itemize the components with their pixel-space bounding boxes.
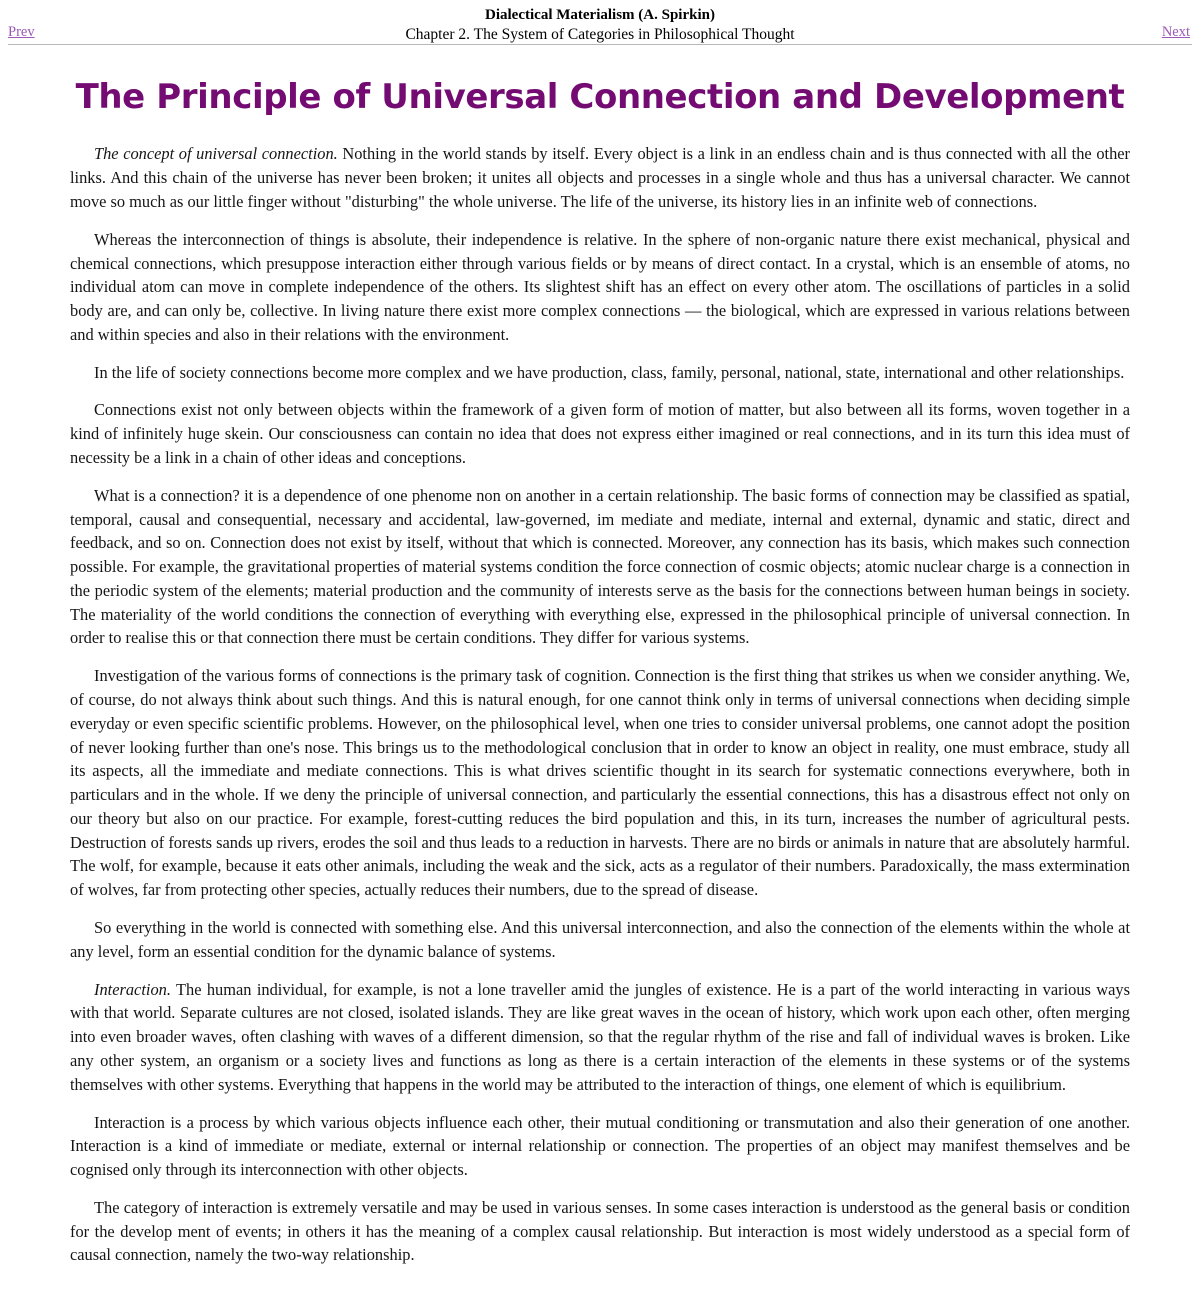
body-paragraph — [70, 361, 1130, 385]
paragraph-text: So everything in the world is connected with something else. And this universal interconnection, and also the connection of the elements within the whole at any level, form an essential condition for the dynamic balance of systems. — [70, 918, 1130, 961]
paragraph-text: Interaction is a process by which various objects influence each other, their mutual conditioning or transmutation and also their generation of one another. Interaction is a kind of immediate or mediate, external or internal relationship or connection. The properties of an object may manifest themselves and be cognised only through its interconnection with other objects. — [70, 1112, 1130, 1180]
chapter-navigation-bar — [0, 0, 1200, 43]
page-title: The Principle of Universal Connection and Development — [75, 77, 1125, 117]
body-paragraph — [70, 142, 1130, 213]
paragraph-text: Connections exist not only between objects within the framework of a given form of motion of matter, but also between all its forms, woven together in a kind of infinitely huge skein. Our consciousness can contain no idea that does not express either imagined or real connections, and in its turn this idea must of necessity be a link in a chain of other ideas and conceptions. — [70, 400, 1130, 467]
book-title: Dialectical Materialism (A. Spirkin) — [485, 7, 715, 23]
body-paragraph — [70, 978, 1130, 1097]
paragraph-lead-in: The concept of universal connection. — [94, 144, 338, 164]
body-paragraph — [70, 1196, 1130, 1267]
header-titles — [0, 6, 1200, 44]
body-paragraph — [70, 484, 1130, 650]
paragraph-text: In the life of society connections become more complex and we have production, class, family, personal, national, state, international and other relationships. — [94, 362, 1125, 382]
article-body — [70, 142, 1130, 1311]
paragraph-lead-in: Interaction. — [94, 979, 171, 999]
body-paragraph — [70, 228, 1130, 347]
paragraph-text: Whereas the interconnection of things is absolute, their independence is relative. In the sphere of non-organic nature there exist mechanical, physical and chemical connections, which presuppose interaction either through various fields or by means of direct contact. In a crystal, which is an ensemble of atoms, no individual atom can move in complete independence of the others. Its slightest shift has an effect on every other atom. The oscillations of particles in a solid body are, and can only be, collective. In living nature there exist more complex connections — the biological, which are expressed in various relations between and within species and also in their relations with the environment. — [70, 229, 1130, 344]
next-link[interactable]: Next — [1161, 24, 1190, 40]
paragraph-text: Nothing in the world stands by itself. Every object is a link in an endless chain and is thus connected with all the other links. And this chain of the universe has never been broken; it unites all objects and processes in a single whole and thus has a universal character. We cannot move so much as our little finger without "disturbing" the whole universe. The life of the universe, its history lies in an infinite web of connections. — [70, 144, 1130, 211]
body-paragraph — [70, 398, 1130, 469]
body-paragraph — [70, 664, 1130, 902]
body-paragraph — [70, 1111, 1130, 1182]
header-divider — [8, 44, 1192, 45]
paragraph-text: The human individual, for example, is not a lone traveller amid the jungles of existence. He is a part of the world interacting in various ways with that world. Separate cultures are not closed, isolated islands. They are like great waves in the ocean of history, which work upon each other, often merging into even broader waves, often clashing with waves of a different dimension, so that the regular rhythm of the rise and fall of individual waves is broken. Like any other system, an organism or a society lives and functions as long as there is a certain interaction of the elements in these systems or of the systems themselves with other systems. Everything that happens in the world may be attributed to the interaction of things, one element of which is equilibrium. — [70, 979, 1130, 1094]
chapter-subtitle: Chapter 2. The System of Categories in Philosophical Thought — [405, 25, 795, 43]
paragraph-text: Investigation of the various forms of connections is the primary task of cognition. Connection is the first thing that strikes us when we consider anything. We, of course, do not always think about such things. And this is natural enough, for one cannot think only in terms of universal connections when deciding simple everyday or even specific scientific problems. However, on the philosophical level, when one tries to consider universal problems, one cannot adopt the position of never looking further than one's nose. This brings us to the methodological conclusion that in order to know an object in reality, one must embrace, study all its aspects, all the immediate and mediate connections. This is what drives scientific thought in its search for systematic connections everywhere, both in particulars and in the whole. If we deny the principle of universal connection, and particularly the essential connections, this has a disastrous effect not only on our theory but also on our practice. For example, forest-cutting reduces the bird population and this, in its turn, increases the number of agricultural pests. Destruction of forests sands up rivers, erodes the soil and thus leads to a reduction in harvests. There are no birds or animals in nature that are absolutely harmful. The wolf, for example, because it eats other animals, including the weak and the sick, acts as a regulator of their numbers. Paradoxically, the mass extermination of wolves, far from protecting other species, actually reduces their numbers, due to the spread of disease. — [70, 666, 1130, 900]
body-paragraph — [70, 916, 1130, 964]
paragraph-text: What is a connection? it is a dependence of one phenome non on another in a certain relationship. The basic forms of connection may be classified as spatial, temporal, causal and consequential, necessary and accidental, law-governed, im mediate and mediate, internal and external, dynamic and static, direct and feedback, and so on. Connection does not exist by itself, without that which is connected. Moreover, any connection has its basis, which makes such connection possible. For example, the gravitational properties of material systems condition the force connection of cosmic objects; atomic nuclear charge is a connection in the periodic system of the elements; material production and the community of interests serve as the basis for the connections between human beings in society. The materiality of the world conditions the connection of everything with everything else, expressed in the philosophical principle of universal connection. In order to realise this or that connection there must be certain conditions. They differ for various systems. — [70, 485, 1130, 648]
paragraph-text: The category of interaction is extremely versatile and may be used in various senses. In some cases interaction is understood as the general basis or condition for the develop ment of events; in others it has the meaning of a complex causal relationship. But interaction is most widely understood as a special form of causal connection, namely the two-way relationship. — [70, 1197, 1130, 1265]
prev-link[interactable]: Prev — [8, 24, 35, 40]
